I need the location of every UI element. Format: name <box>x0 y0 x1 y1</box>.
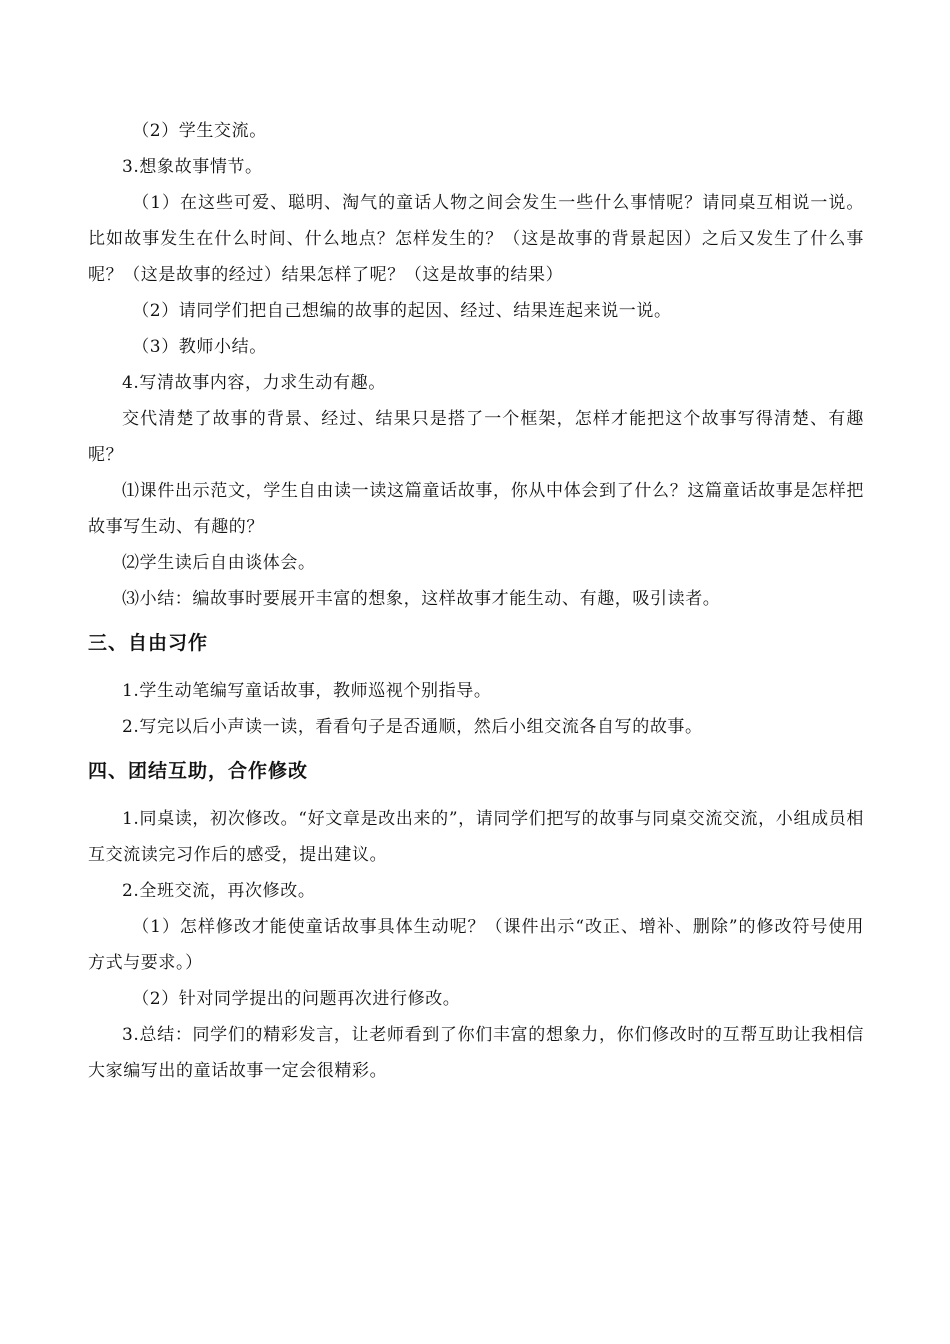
paragraph: （3）教师小结。 <box>132 337 267 357</box>
paragraph: 1.学生动笔编写童话故事，教师巡视个别指导。 <box>122 681 492 701</box>
paragraph: （1）怎样修改才能使童话故事具体生动呢？（课件出示“改正、增补、删除”的修改符号使用方式与要求。） <box>88 917 864 973</box>
section-spacer <box>88 661 864 673</box>
paragraph: ⑴课件出示范文，学生自由读一读这篇童话故事，你从中体会到了什么？这篇童话故事是怎样把故事写生动、有趣的？ <box>88 481 864 537</box>
section-spacer <box>88 789 864 801</box>
document-body <box>88 113 864 1089</box>
section-heading: 三、自由习作 <box>88 632 209 654</box>
section-spacer <box>88 617 864 625</box>
paragraph: 2.全班交流，再次修改。 <box>122 881 316 901</box>
paragraph: （2）学生交流。 <box>132 121 267 141</box>
paragraph: 3.总结：同学们的精彩发言，让老师看到了你们丰富的想象力，你们修改时的互帮互助让我相信大家编写出的童话故事一定会很精彩。 <box>88 1025 864 1081</box>
section-spacer <box>88 745 864 753</box>
paragraph: （2）针对同学提出的问题再次进行修改。 <box>132 989 461 1009</box>
paragraph: 交代清楚了故事的背景、经过、结果只是搭了一个框架，怎样才能把这个故事写得清楚、有趣呢？ <box>88 409 864 465</box>
section-heading: 四、团结互助，合作修改 <box>88 760 309 782</box>
paragraph: （1）在这些可爱、聪明、淘气的童话人物之间会发生一些什么事情呢？请同桌互相说一说。比如故事发生在什么时间、什么地点？怎样发生的？（这是故事的背景起因）之后又发生了什么事呢？（这是故事的经过）结果怎样了呢？（这是故事的结果） <box>88 193 864 285</box>
paragraph: ⑶小结：编故事时要展开丰富的想象，这样故事才能生动、有趣，吸引读者。 <box>122 589 721 609</box>
paragraph: 4.写清故事内容，力求生动有趣。 <box>122 373 386 393</box>
paragraph: 2.写完以后小声读一读，看看句子是否通顺，然后小组交流各自写的故事。 <box>122 717 703 737</box>
paragraph: 3.想象故事情节。 <box>122 157 263 177</box>
paragraph: 1.同桌读，初次修改。“好文章是改出来的”，请同学们把写的故事与同桌交流交流，小组成员相互交流读完习作后的感受，提出建议。 <box>88 809 864 865</box>
paragraph: （2）请同学们把自己想编的故事的起因、经过、结果连起来说一说。 <box>132 301 672 321</box>
paragraph: ⑵学生读后自由谈体会。 <box>122 553 316 573</box>
